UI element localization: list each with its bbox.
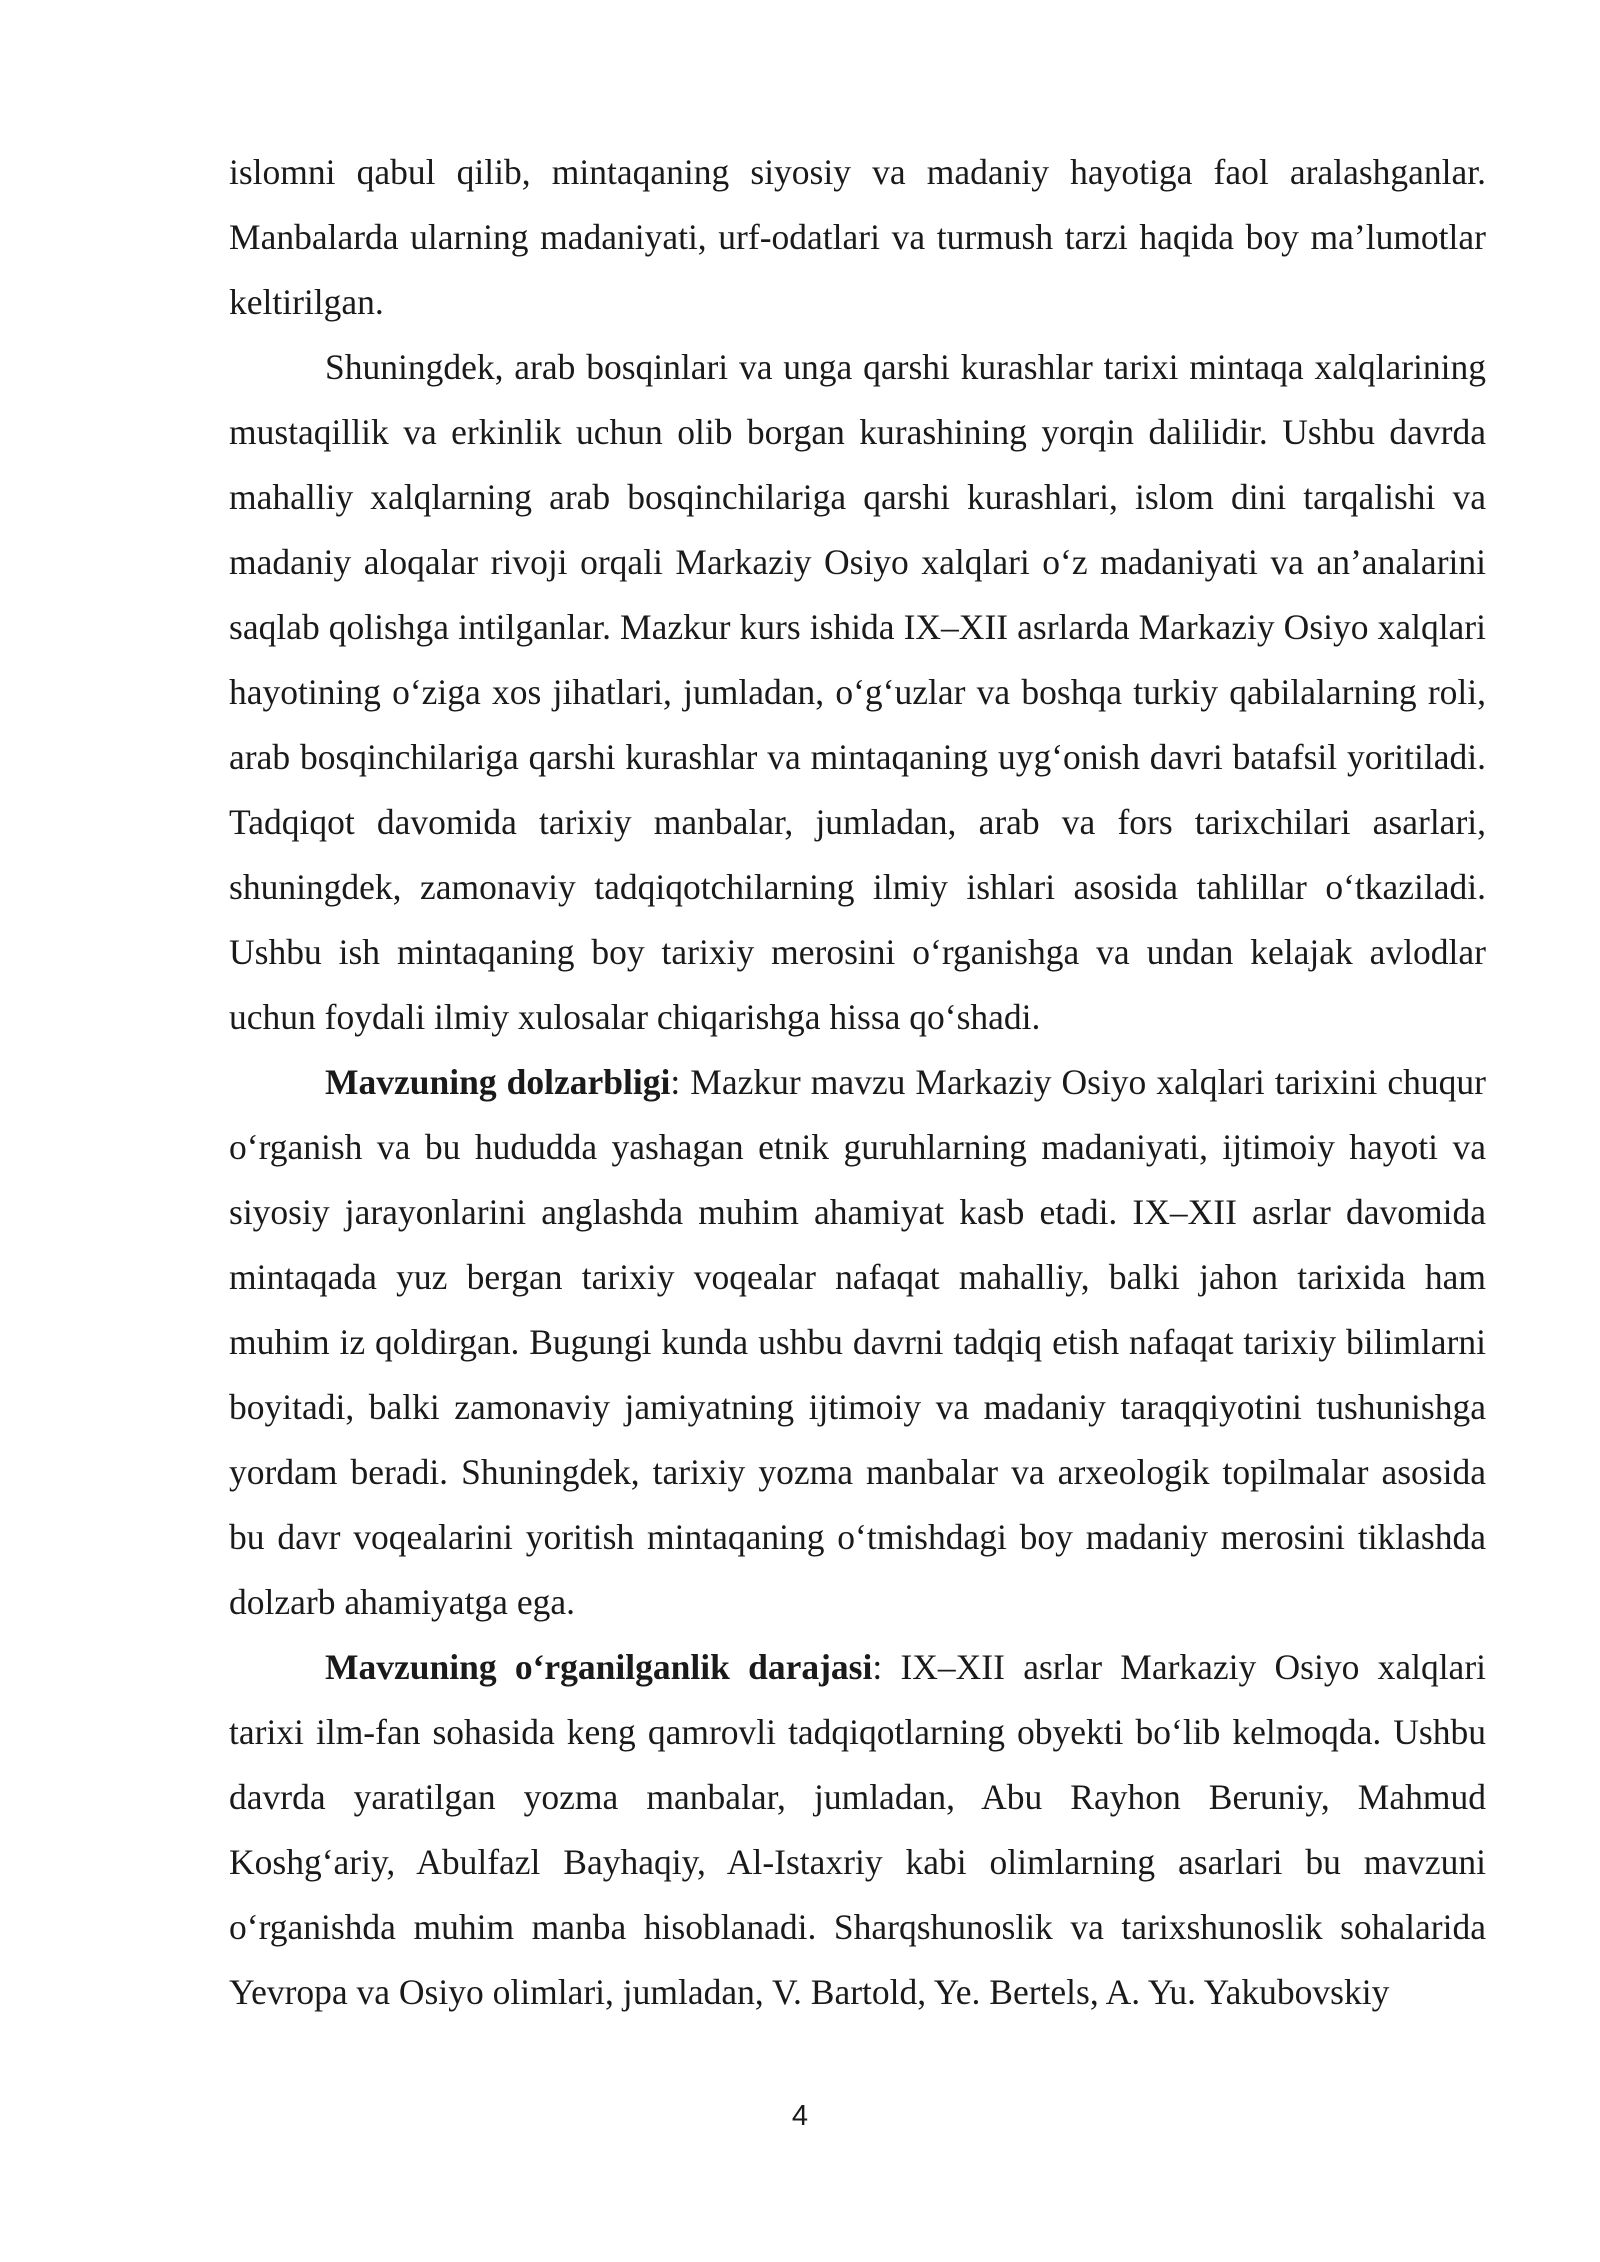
paragraph-text: islomni qabul qilib, mintaqaning siyosiy va madaniy hayotiga faol aralashganlar. Manbalarda ularning madaniyati, urf-odatlari va turmush tarzi haqida boy ma’lumotlar keltirilgan. [229,152,1486,322]
paragraph-text: : IX–XII asrlar Markaziy Osiyo xalqlari tarixi ilm-fan sohasida keng qamrovli tadqiqotlarning obyekti bo‘lib kelmoqda. Ushbu davrda yaratilgan yozma manbalar, jumladan, Abu Rayhon Beruniy, Mahmud Koshg‘ariy, Abulfazl Bayhaqiy, Al-Istaxriy kabi olimlarning asarlari bu mavzuni o‘rganishda muhim manba hisoblanadi. Sharqshunoslik va tarixshunoslik sohalarida Yevropa va Osiyo olimlari, jumladan, V. Bartold, Ye. Bertels, A. Yu. Yakubovskiy [229,1647,1486,2012]
paragraph-text: Shuningdek, arab bosqinlari va unga qarshi kurashlar tarixi mintaqa xalqlarining mustaqillik va erkinlik uchun olib borgan kurashining yorqin dalilidir. Ushbu davrda mahalliy xalqlarning arab bosqinchilariga qarshi kurashlari, islom dini tarqalishi va madaniy aloqalar rivoji orqali Markaziy Osiyo xalqlari o‘z madaniyati va an’analarini saqlab qolishga intilganlar. Mazkur kurs ishida IX–XII asrlarda Markaziy Osiyo xalqlari hayotining o‘ziga xos jihatlari, jumladan, o‘g‘uzlar va boshqa turkiy qabilalarning roli, arab bosqinchilariga qarshi kurashlar va mintaqaning uyg‘onish davri batafsil yoritiladi. Tadqiqot davomida tarixiy manbalar, jumladan, arab va fors tarixchilari asarlari, shuningdek, zamonaviy tadqiqotchilarning ilmiy ishlari asosida tahlillar o‘tkaziladi. Ushbu ish mintaqaning boy tarixiy merosini o‘rganishga va undan kelajak avlodlar uchun foydali ilmiy xulosalar chiqarishga hissa qo‘shadi. [229,347,1486,1037]
paragraph-text: : Mazkur mavzu Markaziy Osiyo xalqlari tarixini chuqur o‘rganish va bu hududda yashagan etnik guruhlarning madaniyati, ijtimoiy hayoti va siyosiy jarayonlarini anglashda muhim ahamiyat kasb etadi. IX–XII asrlar davomida mintaqada yuz bergan tarixiy voqealar nafaqat mahalliy, balki jahon tarixida ham muhim iz qoldirgan. Bugungi kunda ushbu davrni tadqiq etish nafaqat tarixiy bilimlarni boyitadi, balki zamonaviy jamiyatning ijtimoiy va madaniy taraqqiyotini tushunishga yordam beradi. Shuningdek, tarixiy yozma manbalar va arxeologik topilmalar asosida bu davr voqealarini yoritish mintaqaning o‘tmishdagi boy madaniy merosini tiklashda dolzarb ahamiyatga ega. [229,1062,1487,1622]
paragraph-study-level [229,1635,1486,2025]
section-heading-relevance: Mavzuning dolzarbligi [325,1062,671,1102]
document-page [229,140,1486,2025]
section-heading-study-level: Mavzuning o‘rganilganlik darajasi [325,1647,873,1687]
paragraph-arab-invasions [229,335,1486,1050]
paragraph-relevance [229,1050,1486,1635]
page-number: 4 [791,2100,809,2132]
paragraph-continuation [229,140,1486,335]
